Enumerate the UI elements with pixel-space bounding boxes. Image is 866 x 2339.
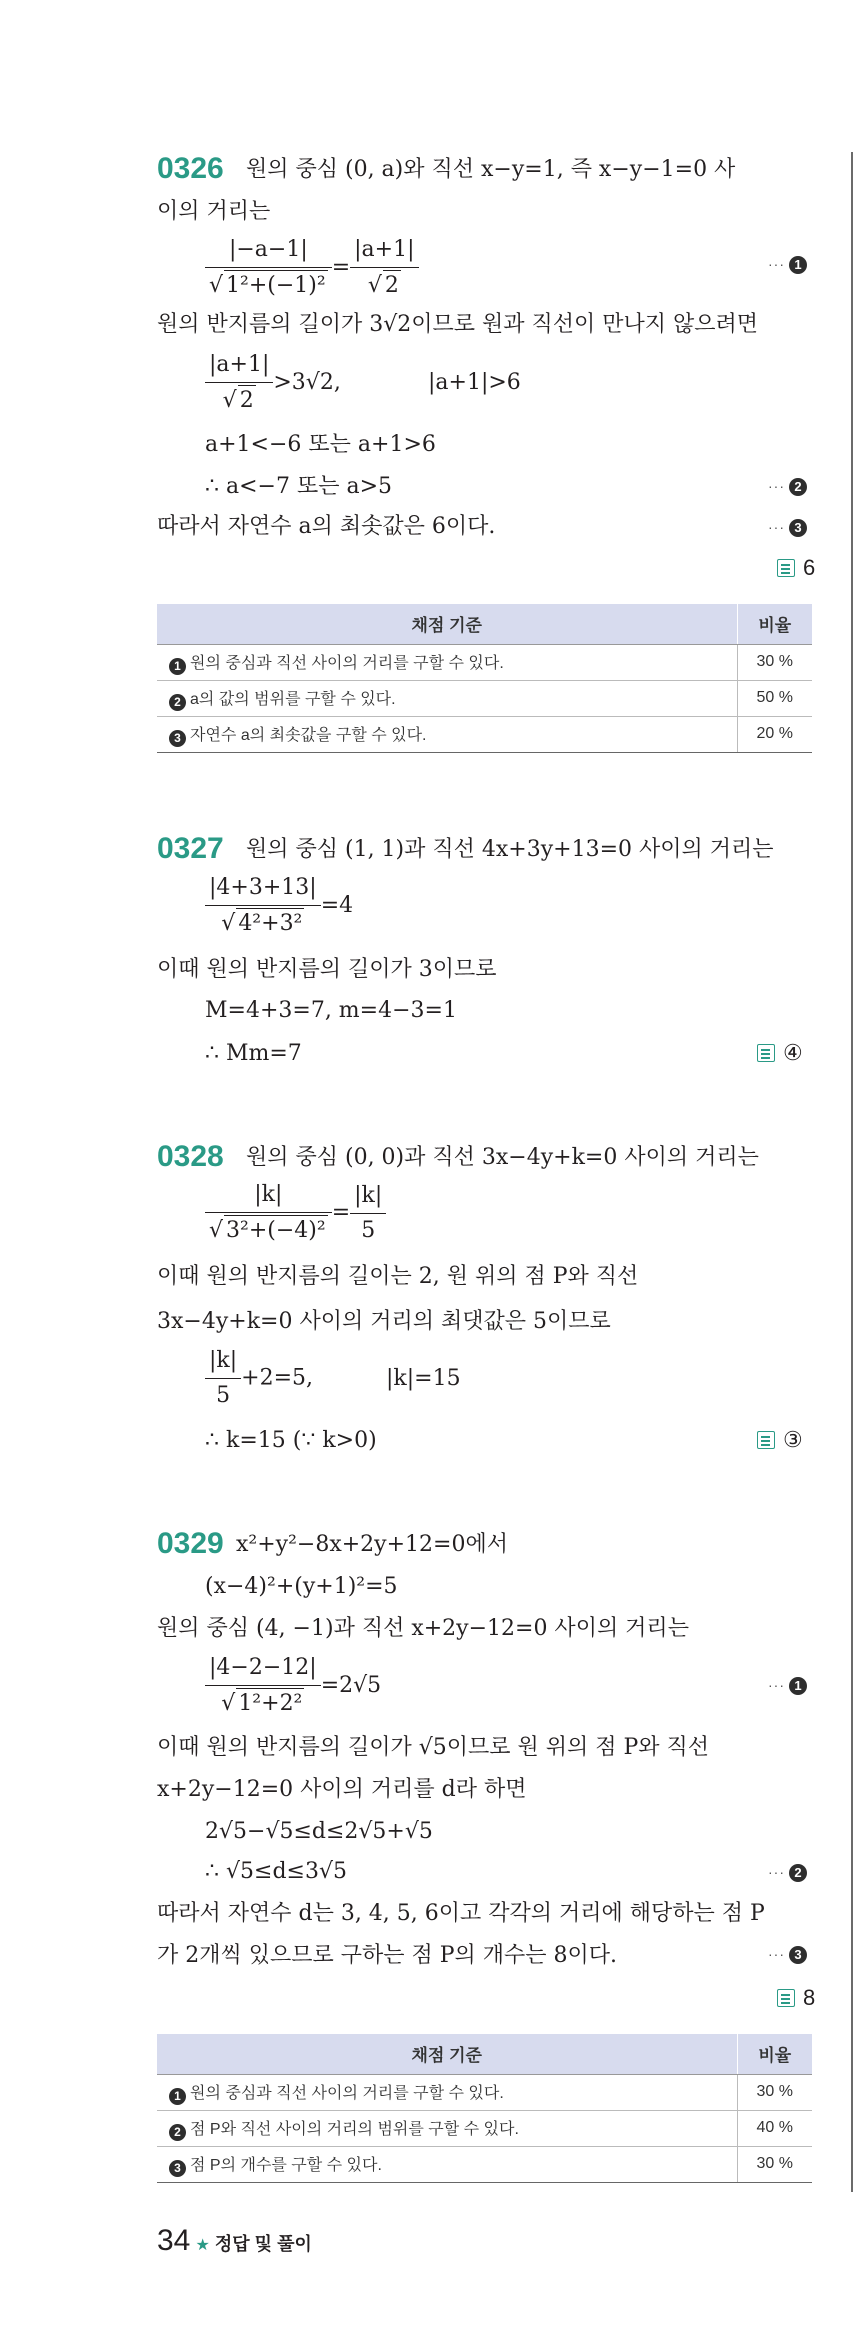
p0329-eq2-den: 1²+2² <box>236 1688 304 1719</box>
p0328-eq2-den: 5 <box>216 1383 231 1408</box>
p0329-step-marker-2: ··· 2 <box>768 1864 807 1882</box>
problem-number-0329: 0329 <box>157 1527 224 1560</box>
p0326-eq1-den1: 1²+(−1)² <box>224 270 328 301</box>
page-footer <box>157 2224 312 2258</box>
problem-number-0328: 0328 <box>157 1140 224 1173</box>
p0329-answer-value: 8 <box>803 1985 816 2010</box>
step-number-icon: 1 <box>169 2088 186 2105</box>
p0326-step-marker-1 <box>768 256 807 274</box>
step-number-icon: 3 <box>789 1946 807 1964</box>
p0327-eq2: M=4+3=7, m=4−3=1 <box>205 998 457 1023</box>
rubric-criteria: 원의 중심과 직선 사이의 거리를 구할 수 있다. <box>190 654 504 672</box>
p0326-rubric-table <box>157 604 812 753</box>
p0327-eq1-rest: =4 <box>320 893 354 918</box>
step-number-icon: 2 <box>169 694 186 711</box>
rubric-criteria: 점 P와 직선 사이의 거리의 범위를 구할 수 있다. <box>190 2120 519 2138</box>
p0328-eq1-num1: |k| <box>205 1180 332 1213</box>
p0329-eq2-num: |4−2−12| <box>205 1653 321 1686</box>
p0329-line6: 가 2개씩 있으므로 구하는 점 P의 개수는 8이다. <box>157 1943 618 1968</box>
p0328-eq2b: |k|=15 <box>386 1366 461 1391</box>
p0326-eq1-num2: |a+1| <box>350 235 418 268</box>
step-number-icon: 3 <box>169 2160 186 2177</box>
p0329-eq2-rest: =2√5 <box>320 1673 382 1698</box>
p0327-eq1: $\frac{|4+3+13|}{\text{√ 4²+3²}}$ =4 <box>205 873 353 939</box>
p0329-eq3: 2√5−√5≤d≤2√5+√5 <box>205 1819 433 1844</box>
step-number-icon: 3 <box>169 730 186 747</box>
p0326-eq2-num: |a+1| <box>205 350 273 383</box>
p0329-line2: 원의 중심 (4, −1)과 직선 x+2y−12=0 사이의 거리는 <box>157 1616 689 1641</box>
problem-number-0326: 0326 <box>157 152 224 185</box>
p0328-eq2-num: |k| <box>205 1346 241 1379</box>
table-row <box>157 644 812 680</box>
p0328-eq2-rest: +2=5, <box>241 1365 314 1391</box>
p0329-step-marker-1: ··· 1 <box>768 1677 807 1695</box>
p0329-eq4: ∴ √5≤d≤3√5 <box>205 1859 347 1884</box>
p0329-step-marker-3: ··· 3 <box>768 1946 807 1964</box>
step-number-icon: 2 <box>789 1864 807 1882</box>
p0329-line3: 이때 원의 반지름의 길이가 √5이므로 원 위의 점 P와 직선 <box>157 1735 710 1760</box>
p0326-eq1-equals: = <box>331 255 351 280</box>
p0327-answer <box>757 1040 803 1066</box>
table-row <box>157 2110 812 2146</box>
answer-icon <box>777 559 795 577</box>
p0328-eq2 <box>205 1346 313 1411</box>
p0326-answer <box>777 555 815 581</box>
p0328-eq1-den1: 3²+(−4)² <box>224 1215 328 1246</box>
rubric-header-criteria: 채점 기준 <box>157 2034 737 2074</box>
rubric-header-row <box>157 2034 812 2074</box>
p0328-eq3: ∴ k=15 (∵ k>0) <box>205 1428 377 1453</box>
answer-icon <box>757 1044 775 1062</box>
p0326-eq1-den2: 2 <box>383 270 401 301</box>
table-row <box>157 680 812 716</box>
footer-label: 정답 및 풀이 <box>214 2234 312 2254</box>
p0326-line2: 이의 거리는 <box>157 199 271 224</box>
rubric-criteria: 점 P의 개수를 구할 수 있다. <box>190 2156 382 2174</box>
p0326-step-marker-3: ··· 3 <box>768 519 807 537</box>
answer-icon <box>757 1431 775 1449</box>
rubric-ratio: 20 % <box>737 716 812 752</box>
p0326-line4: 따라서 자연수 a의 최솟값은 6이다. <box>157 514 496 539</box>
p0326-eq1-num1: |−a−1| <box>205 235 332 268</box>
rubric-criteria: 자연수 a의 최솟값을 구할 수 있다. <box>190 726 427 744</box>
p0326-eq4: ∴ a<−7 또는 a>5 <box>205 474 393 499</box>
rubric-ratio: 30 % <box>737 2146 812 2182</box>
p0328-eq1-num2: |k| <box>350 1181 386 1214</box>
step-number-icon: 1 <box>169 658 186 675</box>
step-dots: ··· <box>768 256 785 272</box>
p0328-line1: 원의 중심 (0, 0)과 직선 3x−4y+k=0 사이의 거리는 <box>246 1145 759 1170</box>
p0329-line1: x²+y²−8x+2y+12=0에서 <box>236 1532 508 1557</box>
p0326-eq2b: |a+1|>6 <box>428 370 521 395</box>
p0326-step-marker-2: ··· 2 <box>768 478 807 496</box>
rubric-ratio: 40 % <box>737 2110 812 2146</box>
rubric-criteria: 원의 중심과 직선 사이의 거리를 구할 수 있다. <box>190 2084 504 2102</box>
answer-icon <box>777 1989 795 2007</box>
p0328-eq1-equals: = <box>331 1200 351 1225</box>
p0326-eq2-rest: >3√2, <box>273 370 341 395</box>
p0328-answer <box>757 1427 803 1453</box>
rubric-ratio: 30 % <box>737 644 812 680</box>
p0326-eq2-den: 2 <box>238 385 256 416</box>
p0326-line3: 원의 반지름의 길이가 3√2이므로 원과 직선이 만나지 않으려면 <box>157 312 759 337</box>
p0329-line4: x+2y−12=0 사이의 거리를 d라 하면 <box>157 1777 527 1802</box>
p0329-line5: 따라서 자연수 d는 3, 4, 5, 6이고 각각의 거리에 해당하는 점 P <box>157 1901 765 1926</box>
margin-rule <box>851 152 853 2192</box>
p0328-eq1-den2: 5 <box>361 1217 376 1243</box>
p0328-line2: 이때 원의 반지름의 길이는 2, 원 위의 점 P와 직선 <box>157 1264 639 1289</box>
p0329-eq2: $\frac{|4-2-12|}{\text{√ 1²+2²}}$ =2√5 <box>205 1653 381 1719</box>
rubric-ratio: 30 % <box>737 2074 812 2110</box>
p0329-rubric-table <box>157 2034 812 2183</box>
p0326-line1: 원의 중심 (0, a)와 직선 x−y=1, 즉 x−y−1=0 사 <box>246 157 736 182</box>
table-row <box>157 2146 812 2182</box>
p0326-eq3: a+1<−6 또는 a+1>6 <box>205 432 436 457</box>
star-icon: ★ <box>195 2235 210 2254</box>
p0327-eq3: ∴ Mm=7 <box>205 1041 302 1066</box>
p0327-eq1-den: 4²+3² <box>236 908 304 939</box>
step-number-icon: 2 <box>169 2124 186 2141</box>
p0327-line1: 원의 중심 (1, 1)과 직선 4x+3y+13=0 사이의 거리는 <box>246 837 774 862</box>
step-number-icon: 3 <box>789 519 807 537</box>
p0327-answer-value: ④ <box>783 1040 803 1065</box>
step-number-icon: 1 <box>789 1677 807 1695</box>
p0328-line3: 3x−4y+k=0 사이의 거리의 최댓값은 5이므로 <box>157 1309 611 1334</box>
p0327-line2: 이때 원의 반지름의 길이가 3이므로 <box>157 957 497 982</box>
rubric-criteria: a의 값의 범위를 구할 수 있다. <box>190 690 396 708</box>
p0328-answer-value: ③ <box>783 1427 803 1452</box>
rubric-header-row <box>157 604 812 644</box>
step-number-icon: 2 <box>789 478 807 496</box>
rubric-ratio: 50 % <box>737 680 812 716</box>
rubric-header-criteria: 채점 기준 <box>157 604 737 644</box>
rubric-header-ratio: 비율 <box>737 604 812 644</box>
page-number: 34 <box>157 2224 191 2257</box>
p0326-eq2: $\frac{|a+1|}{√ 2}$ >3√2, <box>205 350 341 416</box>
rubric-header-ratio: 비율 <box>737 2034 812 2074</box>
table-row <box>157 2074 812 2110</box>
problem-number-0327: 0327 <box>157 832 224 865</box>
p0326-eq1: $\frac{|-a-1|}{\text{√ 1²+(−1)²}}$ = $\frac{|a+1|}{√ 2}$ <box>205 235 419 301</box>
p0328-eq1: $\frac{|k|}{\text{√ 3²+(−4)²}}$ = $\frac{|k|}{5}$ <box>205 1180 386 1246</box>
p0329-answer <box>777 1985 815 2011</box>
table-row <box>157 716 812 752</box>
step-number-icon: 1 <box>789 256 807 274</box>
p0326-answer-value: 6 <box>803 555 816 580</box>
p0327-eq1-num: |4+3+13| <box>205 873 321 906</box>
p0329-eq1: (x−4)²+(y+1)²=5 <box>205 1574 398 1599</box>
